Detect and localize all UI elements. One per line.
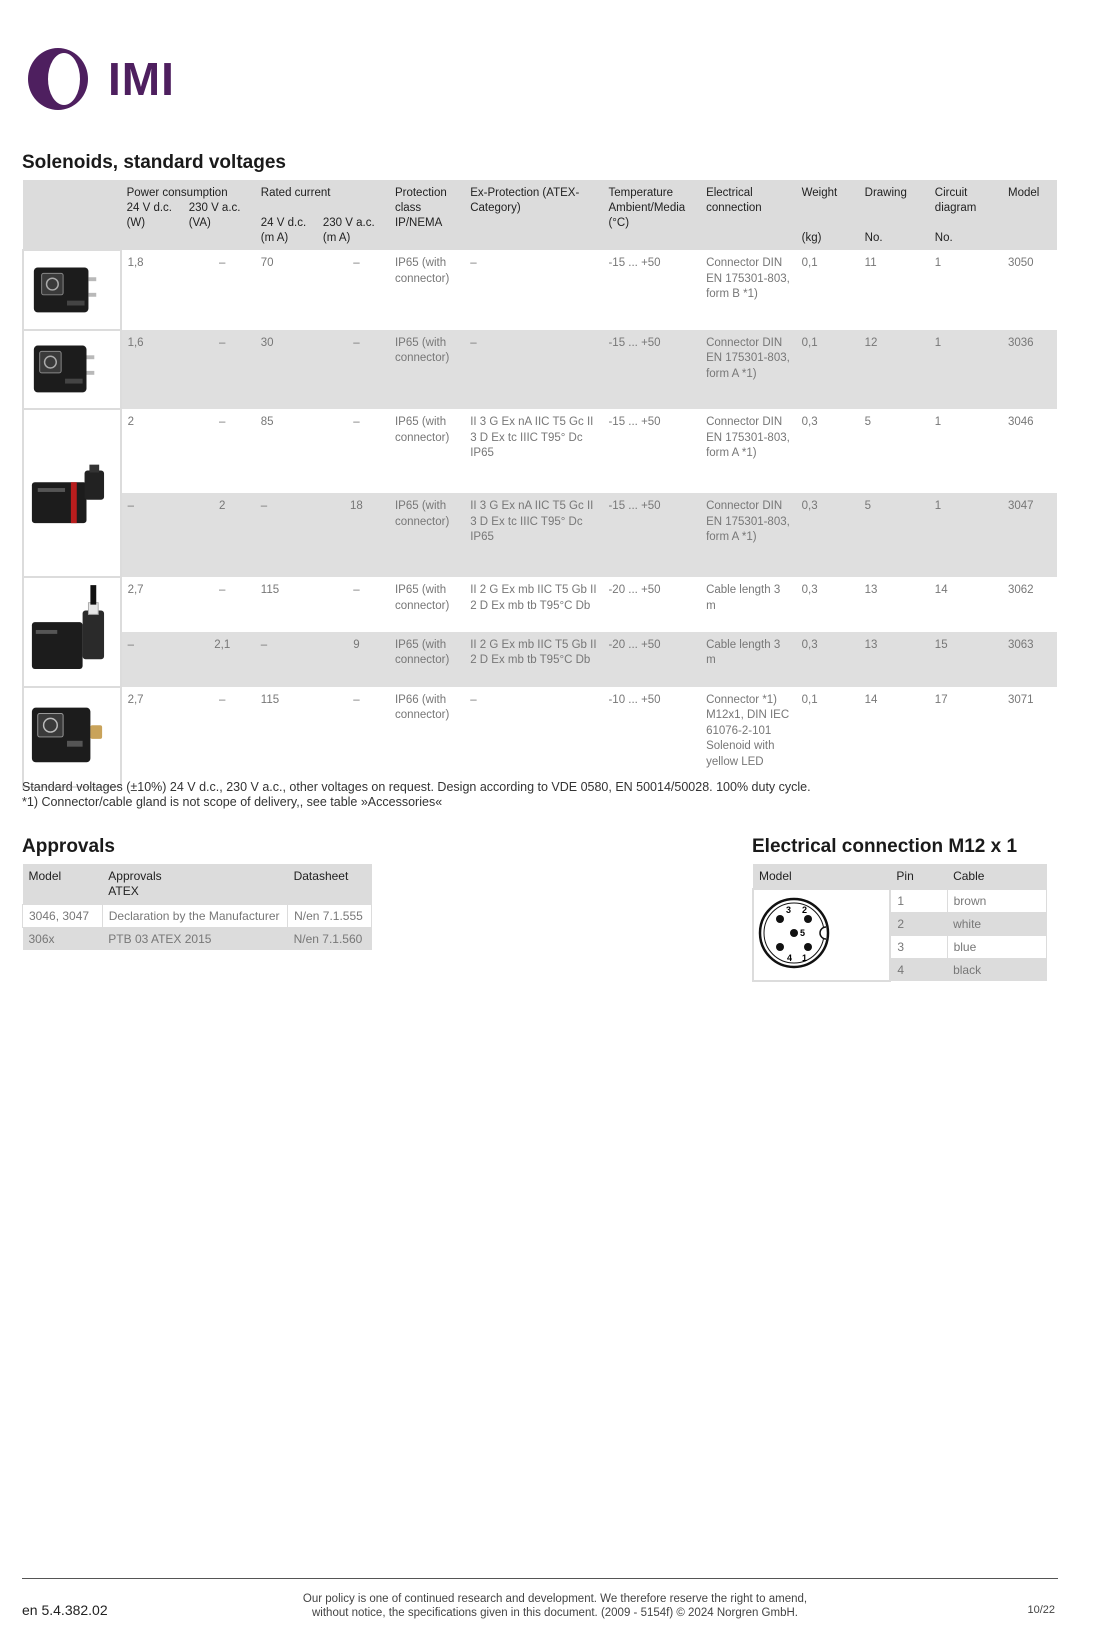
header-current [255, 180, 389, 250]
cell-ex: II 2 G Ex mb IIC T5 Gb II 2 D Ex mb tb T95°C Db [464, 632, 602, 687]
cell-model: 3071 [1002, 687, 1057, 787]
cell-power-dc: 1,8 [121, 250, 188, 330]
cell-protection: IP65 (with connector) [389, 409, 464, 493]
header-current-label: Rated current [260, 187, 331, 199]
cell-drawing: 11 [859, 250, 929, 330]
table-row [23, 905, 372, 928]
pin-number: 2 [890, 912, 947, 935]
cell-current-dc: – [255, 493, 322, 577]
cell-current-ac: – [322, 409, 389, 493]
cell-temp: -15 ... +50 [602, 330, 700, 410]
m12-connector-icon [758, 895, 834, 971]
cell-circuit: 1 [929, 250, 1002, 330]
header-drawing [859, 180, 929, 250]
header-weight-label: Weight [801, 187, 838, 199]
cell-circuit: 1 [929, 409, 1002, 493]
footer-disclaimer [240, 1592, 870, 1620]
cell-temp: -15 ... +50 [602, 493, 700, 577]
cell-power-dc: 1,6 [121, 330, 188, 410]
product-image-3050 [23, 250, 121, 330]
cell-elec: Connector DIN EN 175301-803, form B *1) [700, 250, 796, 330]
cell-ex: – [464, 330, 602, 410]
section-title-approvals: Approvals [22, 836, 115, 857]
cell-elec: Connector DIN EN 175301-803, form A *1) [700, 330, 796, 410]
section-title-electrical: Electrical connection M12 x 1 [752, 836, 1018, 857]
cell-elec: Cable length 3 m [700, 632, 796, 687]
cell-protection: IP65 (with connector) [389, 250, 464, 330]
pin-cable: blue [947, 935, 1046, 958]
cell-weight: 0,3 [796, 577, 859, 632]
cell-power-ac: – [188, 250, 255, 330]
cell-power-ac: 2 [188, 493, 255, 577]
header-circuit-label: Circuit diagram [934, 187, 977, 214]
cell-protection: IP65 (with connector) [389, 632, 464, 687]
product-image-3036 [23, 330, 121, 410]
cell-circuit: 14 [929, 577, 1002, 632]
cell-elec: Connector DIN EN 175301-803, form A *1) [700, 409, 796, 493]
pin-label-3: 3 [786, 905, 792, 916]
cell-weight: 0,3 [796, 409, 859, 493]
approval-datasheet: N/en 7.1.560 [288, 928, 372, 951]
cell-power-dc: 2,7 [121, 687, 188, 787]
cell-power-ac: 2,1 [188, 632, 255, 687]
approval-name: PTB 03 ATEX 2015 [102, 928, 287, 951]
approval-model: 3046, 3047 [23, 905, 103, 928]
cell-drawing: 13 [859, 632, 929, 687]
header-current-ac-unit: (m A) [322, 232, 351, 244]
cell-model: 3047 [1002, 493, 1057, 577]
approvals-header-datasheet: Datasheet [288, 864, 372, 905]
pin-number: 1 [890, 889, 947, 912]
cell-current-ac: – [322, 330, 389, 410]
header-temp: Temperature Ambient/Media (°C) [602, 180, 700, 250]
header-power-dc-unit: (W) [126, 217, 146, 229]
cell-protection: IP65 (with connector) [389, 330, 464, 410]
header-drawing-unit: No. [864, 232, 883, 244]
header-image [23, 180, 121, 250]
cell-ex: – [464, 250, 602, 330]
cell-current-dc: 115 [255, 687, 322, 787]
cell-circuit: 17 [929, 687, 1002, 787]
cell-drawing: 5 [859, 493, 929, 577]
cell-power-dc: 2 [121, 409, 188, 493]
product-image-3062-3063 [23, 577, 121, 687]
cell-elec: Cable length 3 m [700, 577, 796, 632]
solenoid-coil-icon [28, 335, 106, 399]
page-number: 10/22 [1027, 1604, 1055, 1616]
cell-power-ac: – [188, 577, 255, 632]
cell-circuit: 1 [929, 493, 1002, 577]
cell-model: 3036 [1002, 330, 1057, 410]
product-image-3046-3047 [23, 409, 121, 577]
cell-current-dc: 85 [255, 409, 322, 493]
cell-current-dc: 115 [255, 577, 322, 632]
cell-current-ac: – [322, 577, 389, 632]
header-protection: Protection class IP/NEMA [389, 180, 464, 250]
header-circuit [929, 180, 1002, 250]
cell-ex: II 2 G Ex mb IIC T5 Gb II 2 D Ex mb tb T95°C Db [464, 577, 602, 632]
header-weight [796, 180, 859, 250]
cell-drawing: 13 [859, 577, 929, 632]
solenoid-coil-cable-icon [28, 582, 106, 676]
section-title-solenoids: Solenoids, standard voltages [22, 152, 286, 173]
pin-label-2: 2 [802, 905, 808, 916]
document-code: en 5.4.382.02 [22, 1602, 108, 1618]
table-row [23, 330, 1057, 410]
elec-header-cable: Cable [947, 864, 1046, 889]
header-model: Model [1002, 180, 1057, 250]
cell-current-ac: 18 [322, 493, 389, 577]
header-ex: Ex-Protection (ATEX-Category) [464, 180, 602, 250]
pin-cable: brown [947, 889, 1046, 912]
header-weight-unit: (kg) [801, 232, 822, 244]
cell-ex: II 3 G Ex nA IIC T5 Gc II 3 D Ex tc IIIC T95° Dc IP65 [464, 409, 602, 493]
footnotes [22, 780, 811, 810]
cell-protection: IP65 (with connector) [389, 577, 464, 632]
cell-ex: II 3 G Ex nA IIC T5 Gc II 3 D Ex tc IIIC T95° Dc IP65 [464, 493, 602, 577]
cell-temp: -10 ... +50 [602, 687, 700, 787]
header-drawing-label: Drawing [864, 187, 907, 199]
logo-ring-icon [22, 44, 102, 114]
logo-text: IMI [108, 53, 175, 105]
cell-weight: 0,3 [796, 632, 859, 687]
solenoids-table [22, 180, 1058, 788]
cell-power-dc: – [121, 632, 188, 687]
cell-drawing: 12 [859, 330, 929, 410]
cell-temp: -15 ... +50 [602, 409, 700, 493]
cell-power-ac: – [188, 409, 255, 493]
header-power-dc: 24 V d.c. [126, 202, 172, 214]
cell-power-dc: 2,7 [121, 577, 188, 632]
cell-temp: -15 ... +50 [602, 250, 700, 330]
header-current-ac: 230 V a.c. [322, 217, 375, 229]
cell-protection: IP66 (with connector) [389, 687, 464, 787]
pin-label-4: 4 [787, 953, 793, 964]
header-circuit-unit: No. [934, 232, 953, 244]
header-power-ac-unit: (VA) [188, 217, 211, 229]
solenoid-coil-icon [28, 255, 106, 319]
header-power-ac: 230 V a.c. [188, 202, 241, 214]
note-connector: *1) Connector/cable gland is not scope of delivery,, see table »Accessories« [22, 795, 443, 809]
table-header-row [23, 180, 1057, 250]
header-power-label: Power consumption [126, 187, 228, 199]
approvals-header-approvals [102, 864, 287, 905]
cell-protection: IP65 (with connector) [389, 493, 464, 577]
cell-drawing: 5 [859, 409, 929, 493]
table-row [23, 632, 1057, 687]
header-elec: Electrical connection [700, 180, 796, 250]
table-row [23, 928, 372, 951]
table-row [753, 889, 1047, 912]
cell-model: 3063 [1002, 632, 1057, 687]
note-standard-voltages: Standard voltages (±10%) 24 V d.c., 230 V a.c., other voltages on request. Design according to VDE 0580, EN 50014/50028. 100% duty cycle. [22, 780, 811, 794]
approvals-header-model: Model [23, 864, 103, 905]
table-row [23, 409, 1057, 493]
table-row [23, 250, 1057, 330]
cell-circuit: 15 [929, 632, 1002, 687]
cell-model: 3046 [1002, 409, 1057, 493]
approval-datasheet: N/en 7.1.555 [288, 905, 372, 928]
footer-disclaimer-line1: Our policy is one of continued research and development. We therefore reserve the right to amend, [302, 1593, 808, 1605]
cell-current-dc: 70 [255, 250, 322, 330]
cell-temp: -20 ... +50 [602, 632, 700, 687]
cell-weight: 0,1 [796, 250, 859, 330]
approval-model: 306x [23, 928, 103, 951]
solenoid-coil-connector-icon [28, 450, 106, 530]
cell-power-ac: – [188, 687, 255, 787]
cell-model: 3062 [1002, 577, 1057, 632]
cell-circuit: 1 [929, 330, 1002, 410]
m12-pin-diagram [753, 889, 890, 981]
cell-current-ac: – [322, 687, 389, 787]
pin-number: 4 [890, 958, 947, 981]
cell-power-dc: – [121, 493, 188, 577]
footer-disclaimer-line2: without notice, the specifications given in this document. (2009 - 5154f) © 2024 Norgren GmbH. [312, 1607, 798, 1619]
pin-label-1: 1 [802, 953, 808, 964]
cell-model: 3050 [1002, 250, 1057, 330]
cell-weight: 0,1 [796, 330, 859, 410]
pin-label-5: 5 [800, 928, 806, 939]
cell-power-ac: – [188, 330, 255, 410]
pin-number: 3 [890, 935, 947, 958]
footer-divider [22, 1578, 1058, 1579]
cell-elec: Connector DIN EN 175301-803, form A *1) [700, 493, 796, 577]
pin-cable: black [947, 958, 1046, 981]
elec-header-model: Model [753, 864, 890, 889]
cell-drawing: 14 [859, 687, 929, 787]
solenoid-coil-m12-icon [28, 699, 106, 769]
cell-current-dc: – [255, 632, 322, 687]
product-image-3071 [23, 687, 121, 787]
approval-name: Declaration by the Manufacturer [102, 905, 287, 928]
cell-current-ac: – [322, 250, 389, 330]
approvals-header-row [23, 864, 372, 905]
cell-current-ac: 9 [322, 632, 389, 687]
imi-logo [22, 44, 175, 114]
cell-current-dc: 30 [255, 330, 322, 410]
cell-weight: 0,3 [796, 493, 859, 577]
header-current-dc: 24 V d.c. [260, 217, 307, 229]
cell-ex: – [464, 687, 602, 787]
cell-elec: Connector *1) M12x1, DIN IEC 61076-2-101 Solenoid with yellow LED [700, 687, 796, 787]
table-row [23, 577, 1057, 632]
header-current-dc-unit: (m A) [260, 232, 289, 244]
approvals-header-atex: ATEX [108, 884, 139, 898]
approvals-header-label: Approvals [108, 869, 162, 883]
table-row [23, 493, 1057, 577]
elec-header-pin: Pin [890, 864, 947, 889]
cell-temp: -20 ... +50 [602, 577, 700, 632]
electrical-header-row [753, 864, 1047, 889]
header-power [121, 180, 255, 250]
pin-cable: white [947, 912, 1046, 935]
table-row [23, 687, 1057, 787]
cell-weight: 0,1 [796, 687, 859, 787]
electrical-table [752, 864, 1047, 982]
approvals-table [22, 864, 372, 950]
